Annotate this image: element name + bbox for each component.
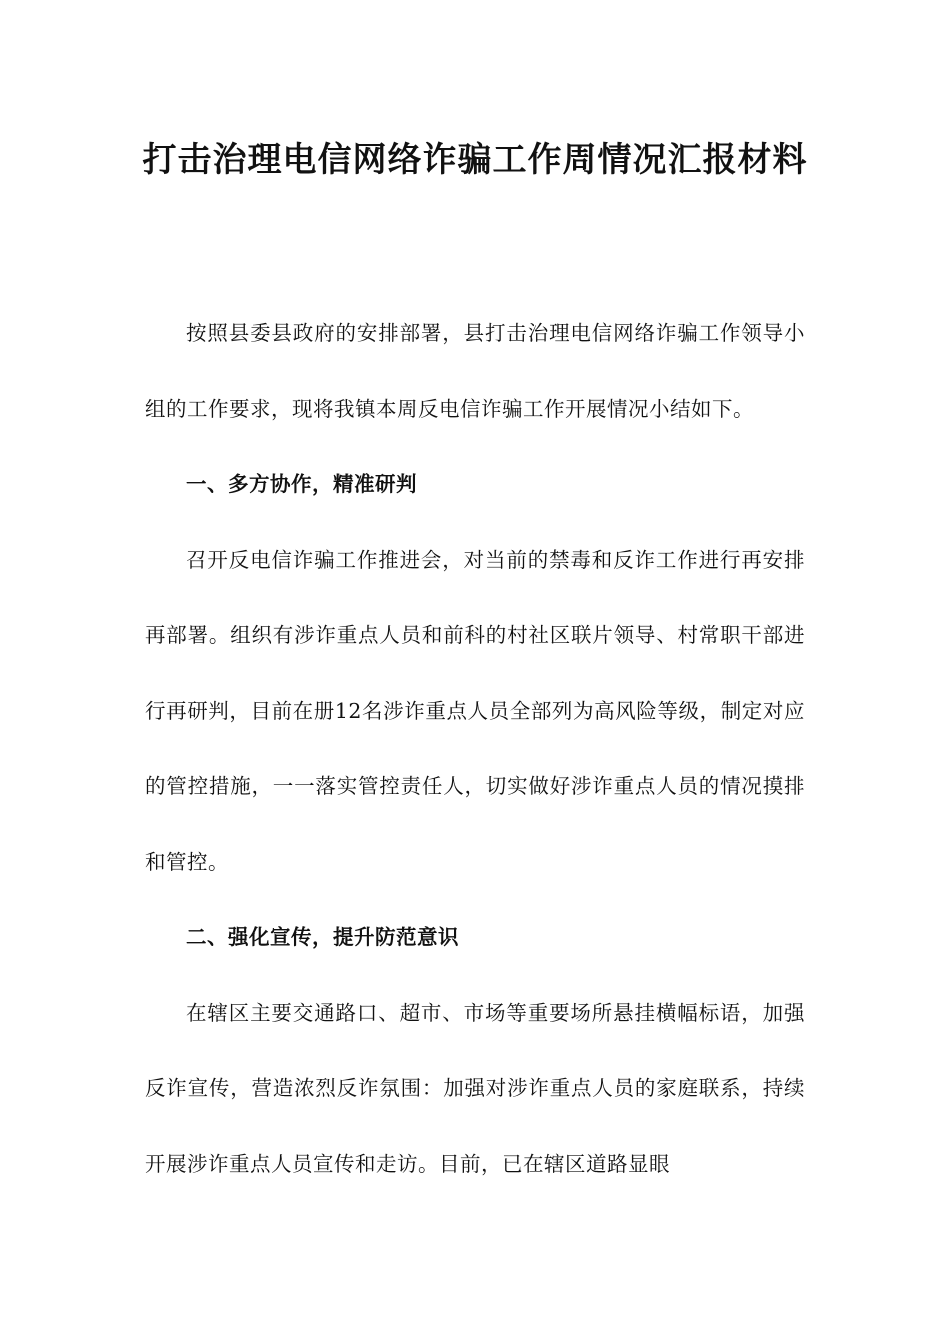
section-1-paragraph: 召开反电信诈骗工作推进会，对当前的禁毒和反诈工作进行再安排再部署。组织有涉诈重点人员和前科的村社区联片领导、村常职干部进行再研判，目前在册12名涉诈重点人员全部列为高风险等级，制定对应的管控措施，一一落实管控责任人，切实做好涉诈重点人员的情况摸排和管控。: [145, 547, 805, 874]
section-2-paragraph: 在辖区主要交通路口、超市、市场等重要场所悬挂横幅标语，加强反诈宣传，营造浓烈反诈氛围：加强对涉诈重点人员的家庭联系，持续开展涉诈重点人员宣传和走访。目前，已在辖区道路显眼: [145, 1000, 805, 1176]
document-body: [145, 296, 805, 1202]
intro-paragraph: 按照县委县政府的安排部署，县打击治理电信网络诈骗工作领导小组的工作要求，现将我镇本周反电信诈骗工作开展情况小结如下。: [145, 321, 805, 421]
section-2-heading: 二、强化宣传，提升防范意识: [186, 925, 459, 949]
document-title: 打击治理电信网络诈骗工作周情况汇报材料: [142, 140, 808, 180]
section-1-heading: 一、多方协作，精准研判: [186, 472, 417, 496]
